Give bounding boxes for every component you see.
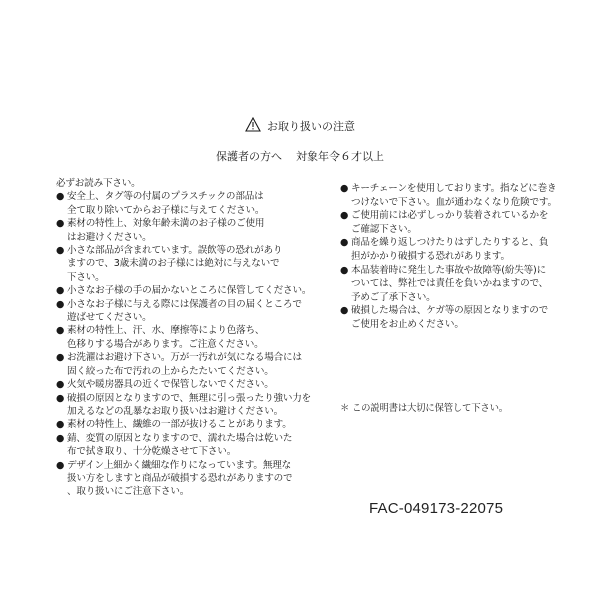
caution-item [56, 351, 306, 378]
caution-item [56, 190, 306, 217]
bullet-icon: ● [56, 352, 65, 364]
caution-line: 小さなお子様に与える際には保護者の目の届くところで [67, 298, 302, 310]
bullet-icon: ● [56, 432, 65, 444]
caution-line: ご確認下さい。 [351, 223, 417, 235]
caution-line: 布で拭き取り、十分乾燥させて下さい。 [67, 446, 237, 458]
caution-line: ついては、弊社では責任を負いかねますので、 [351, 278, 549, 290]
caution-line: ご使用をお止めください。 [351, 318, 464, 330]
caution-line: 火気や暖房器具の近くで保管しないでください。 [67, 379, 274, 391]
caution-line: 固く絞った布で汚れの上からたたいてください。 [67, 365, 274, 377]
caution-item [340, 236, 570, 263]
caution-line: 安全上、タグ等の付属のプラスチックの部品は [67, 191, 264, 203]
header-title-row [0, 117, 600, 134]
caution-item [340, 304, 570, 331]
caution-line: はお避けください。 [67, 231, 152, 243]
caution-item [56, 298, 306, 325]
caution-item [340, 264, 570, 305]
caution-line: 素材の特性上、対象年齢未満のお子様のご使用 [67, 218, 265, 230]
subtitle [0, 150, 600, 164]
caution-line: ますので、3歳未満のお子様には絶対に与えないで [67, 258, 280, 270]
caution-line: 下さい。 [67, 271, 105, 283]
caution-item [56, 284, 312, 297]
caution-item [340, 182, 570, 209]
caution-line: 遊ばせてください。 [67, 312, 152, 324]
caution-line: 商品を繰り返しつけたりはずしたりすると、負 [351, 237, 549, 249]
warning-icon [245, 117, 261, 132]
age-label: 対象年令６才以上 [296, 150, 384, 163]
caution-line: 破損した場合は、ケガ等の原因となりますので [351, 305, 549, 317]
caution-item [56, 432, 306, 459]
caution-line: 錆、変質の原因となりますので、濡れた場合は乾いた [67, 432, 293, 444]
caution-item [56, 244, 306, 284]
caution-line: つけないで下さい。血が通わなくなり危険です。 [351, 196, 557, 208]
caution-item [56, 324, 306, 351]
page-title: お取り扱いの注意 [267, 120, 355, 133]
caution-item [56, 392, 312, 419]
caution-line: 予めご了承下さい。 [351, 291, 436, 303]
bullet-icon: ● [340, 264, 349, 276]
bullet-icon: ● [56, 191, 65, 203]
caution-item [56, 459, 306, 499]
caution-item [56, 217, 306, 244]
caution-line: 本品装着時に発生した事故や故障等(紛失等)に [351, 264, 546, 276]
caution-item [340, 209, 570, 236]
bullet-icon: ● [340, 210, 349, 222]
caution-line: 全て取り除いてからお子様に与えてください。 [67, 204, 265, 216]
caution-item [56, 378, 306, 391]
bullet-icon: ● [340, 305, 349, 317]
caution-line: 担がかかり破損する恐れがあります。 [351, 250, 510, 262]
storage-note: ＊ この説明書は大切に保管して下さい。 [340, 402, 508, 414]
caution-line: デザイン上細かく繊細な作りになっています。無理な [67, 459, 292, 471]
caution-line: キーチェーンを使用しております。指などに巻き [351, 183, 557, 194]
caution-line: 扱い方をしますと商品が破損する恐れがありますので [67, 472, 293, 484]
bullet-icon: ● [56, 285, 65, 297]
bullet-icon: ● [56, 379, 65, 391]
caution-line: 、取り扱いにご注意下さい。 [67, 486, 190, 498]
audience-label: 保護者の方へ [216, 150, 282, 163]
bullet-icon: ● [56, 325, 65, 337]
caution-line: ご使用前には必ずしっかり装着されているかを [351, 210, 549, 222]
caution-item [56, 418, 306, 431]
right-column [340, 182, 570, 415]
caution-line: 素材の特性上、汗、水、摩擦等により色落ち、 [67, 325, 265, 337]
caution-line: 加えるなどの乱暴なお取り扱いはお避けください。 [67, 405, 284, 417]
bullet-icon: ● [56, 392, 65, 404]
bullet-icon: ● [56, 245, 65, 257]
bullet-icon: ● [340, 183, 349, 194]
caution-line: 破損の原因となりますので、無理に引っ張ったり強い力を [67, 392, 312, 404]
caution-line: 色移りする場合があります。ご注意ください。 [67, 338, 264, 350]
intro-text: 必ずお読み下さい。 [56, 178, 141, 189]
caution-line: 小さな部品が含まれています。誤飲等の恐れがあり [67, 245, 283, 257]
bullet-icon: ● [340, 237, 349, 249]
product-code: FAC-049173-22075 [369, 500, 504, 517]
bullet-icon: ● [56, 218, 65, 230]
caution-line: お洗濯はお避け下さい。万が一汚れが気になる場合には [67, 352, 302, 364]
bullet-icon: ● [56, 298, 65, 310]
bullet-icon: ● [56, 459, 65, 471]
left-column [56, 177, 312, 499]
caution-line: 素材の特性上、繊維の一部が抜けることがあります。 [67, 419, 292, 431]
bullet-icon: ● [56, 419, 65, 431]
caution-line: 小さなお子様の手の届かないところに保管してください。 [67, 285, 312, 297]
